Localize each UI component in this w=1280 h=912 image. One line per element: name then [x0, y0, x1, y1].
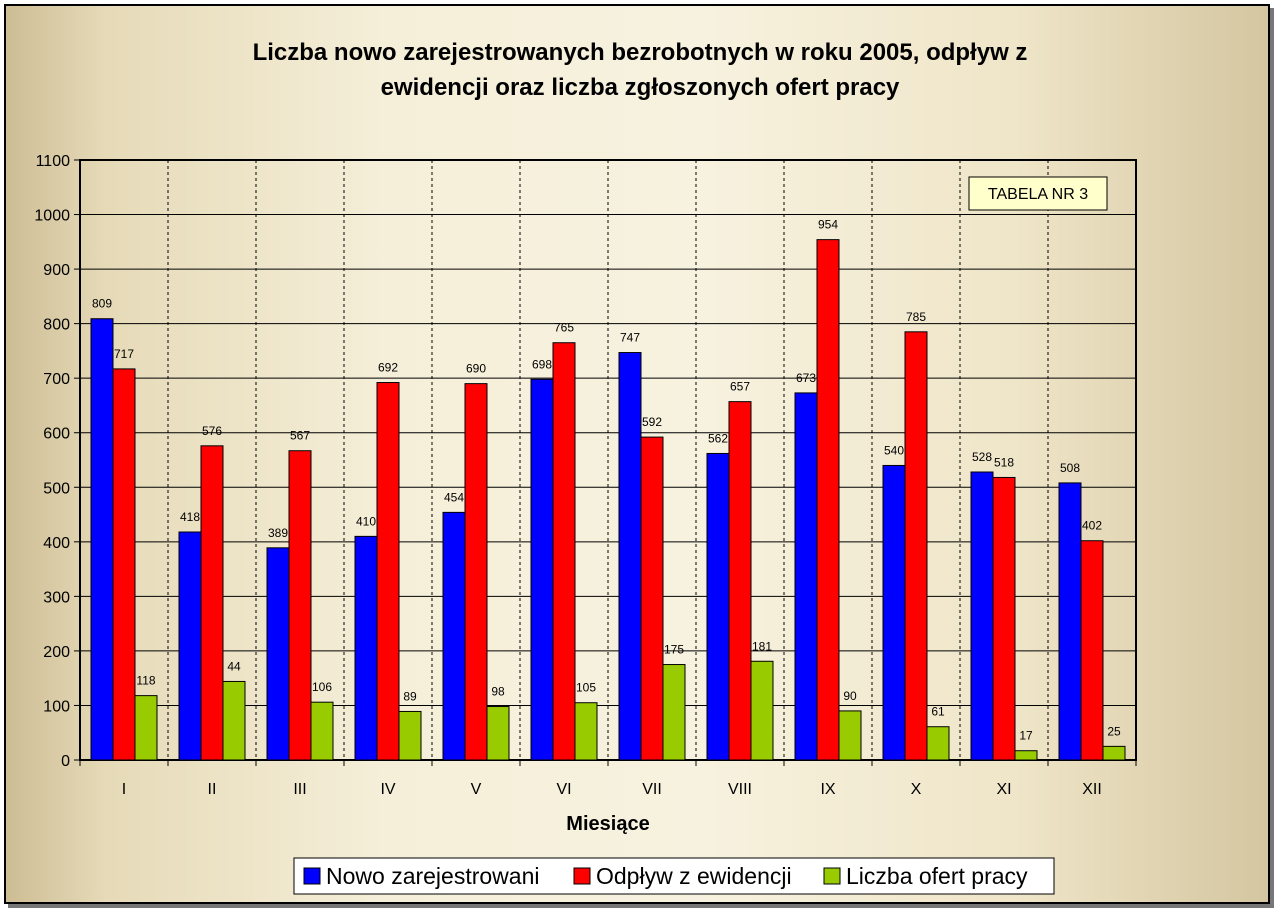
- legend-label: Nowo zarejestrowani: [326, 863, 540, 889]
- y-tick-label: 700: [43, 371, 70, 389]
- y-tick-label: 0: [61, 753, 70, 770]
- bar: [201, 446, 223, 760]
- x-tick-label: XI: [996, 781, 1012, 798]
- legend: [294, 858, 1054, 894]
- bar: [795, 393, 817, 760]
- bar: [553, 343, 575, 760]
- bar: [443, 512, 465, 760]
- bar: [1081, 541, 1103, 760]
- chart-title-line-1: Liczba nowo zarejestrowanych bezrobotnych w roku 2005, odpływ z: [252, 39, 1028, 66]
- bar: [113, 369, 135, 760]
- legend-label: Odpływ z ewidencji: [596, 863, 792, 889]
- annotation-label: TABELA NR 3: [987, 186, 1089, 203]
- bar: [91, 319, 113, 760]
- y-tick-label: 300: [43, 589, 70, 607]
- bar: [905, 332, 927, 760]
- y-tick-label: 1000: [34, 207, 70, 225]
- bar: [289, 451, 311, 760]
- x-tick-label: VI: [556, 781, 572, 798]
- data-label: 657: [729, 379, 751, 394]
- data-label: 765: [553, 320, 575, 335]
- y-tick-label: 500: [43, 480, 70, 498]
- bar: [883, 465, 905, 760]
- bar: [927, 727, 949, 760]
- data-label: 98: [491, 684, 505, 699]
- bar: [575, 703, 597, 760]
- data-label: 508: [1059, 460, 1081, 475]
- data-label: 540: [883, 443, 905, 458]
- data-label: 410: [355, 514, 377, 529]
- x-tick-label: XII: [1082, 781, 1102, 798]
- data-label: 118: [136, 673, 156, 688]
- bar: [135, 696, 157, 760]
- bar: [487, 707, 509, 760]
- data-label: 44: [227, 659, 241, 674]
- x-tick-label: I: [121, 781, 127, 798]
- data-label: 954: [817, 217, 839, 232]
- chart-frame: [4, 4, 1270, 904]
- legend-swatch: [304, 868, 320, 884]
- x-tick-label: III: [293, 781, 307, 798]
- bar: [311, 702, 333, 760]
- data-label: 717: [113, 346, 135, 361]
- y-tick-label: 1100: [35, 153, 70, 170]
- bar: [619, 353, 641, 760]
- data-label: 690: [465, 361, 487, 376]
- data-label: 692: [377, 360, 399, 375]
- data-label: 418: [179, 510, 201, 524]
- data-label: 562: [707, 431, 729, 446]
- data-label: 809: [91, 296, 113, 311]
- bar: [531, 379, 553, 760]
- bar: [817, 240, 839, 760]
- bar: [1103, 746, 1125, 760]
- x-tick-label: V: [470, 781, 482, 798]
- data-label: 175: [663, 642, 685, 657]
- bar: [267, 548, 289, 760]
- bar: [465, 384, 487, 760]
- x-tick-label: VIII: [727, 781, 753, 798]
- data-label: 402: [1081, 518, 1103, 533]
- legend-swatch: [824, 868, 840, 884]
- data-label: 454: [443, 490, 465, 505]
- legend-swatch: [574, 868, 590, 884]
- x-axis-title: Miesiące: [566, 813, 650, 835]
- x-tick-label: II: [207, 781, 217, 798]
- bar: [377, 383, 399, 760]
- bar: [641, 437, 663, 760]
- bar: [663, 665, 685, 760]
- bar: [1059, 483, 1081, 760]
- data-label: 576: [201, 423, 223, 438]
- annotation-box: [969, 177, 1107, 210]
- data-label: 592: [641, 415, 663, 430]
- bar: [355, 536, 377, 760]
- x-tick-label: IV: [380, 781, 396, 798]
- data-label: 567: [289, 428, 311, 443]
- chart-title-line-2: ewidencji oraz liczba zgłoszonych ofert pracy: [380, 74, 900, 101]
- data-label: 673: [795, 370, 817, 385]
- data-label: 698: [531, 357, 553, 372]
- bar: [399, 711, 421, 760]
- y-tick-label: 100: [43, 698, 70, 716]
- bar-chart: [6, 6, 1272, 906]
- y-tick-label: 400: [43, 534, 70, 552]
- bar: [751, 661, 773, 760]
- legend-label: Liczba ofert pracy: [846, 863, 1028, 889]
- x-tick-label: VII: [642, 781, 662, 798]
- data-label: 518: [993, 455, 1015, 470]
- data-labels: [92, 218, 1121, 743]
- bar: [179, 532, 201, 760]
- bar: [729, 402, 751, 760]
- data-label: 89: [403, 689, 417, 704]
- bar: [223, 681, 245, 760]
- data-label: 106: [311, 680, 333, 695]
- data-label: 747: [619, 330, 641, 345]
- data-label: 90: [843, 688, 857, 703]
- y-tick-label: 600: [43, 425, 70, 443]
- y-tick-label: 900: [43, 262, 70, 280]
- data-label: 61: [931, 704, 945, 719]
- data-label: 785: [905, 309, 927, 324]
- data-label: 17: [1019, 728, 1033, 743]
- x-tick-label: IX: [820, 781, 836, 798]
- bar: [1015, 751, 1037, 760]
- x-tick-label: X: [910, 781, 922, 798]
- data-label: 389: [267, 525, 289, 540]
- data-label: 528: [971, 450, 993, 464]
- data-label: 25: [1107, 724, 1121, 739]
- y-tick-label: 200: [43, 643, 70, 661]
- bar: [839, 711, 861, 760]
- bar: [971, 472, 993, 760]
- bar: [707, 453, 729, 760]
- data-label: 105: [575, 680, 597, 695]
- data-label: 181: [751, 639, 773, 654]
- bar: [993, 477, 1015, 760]
- y-tick-label: 800: [43, 316, 70, 334]
